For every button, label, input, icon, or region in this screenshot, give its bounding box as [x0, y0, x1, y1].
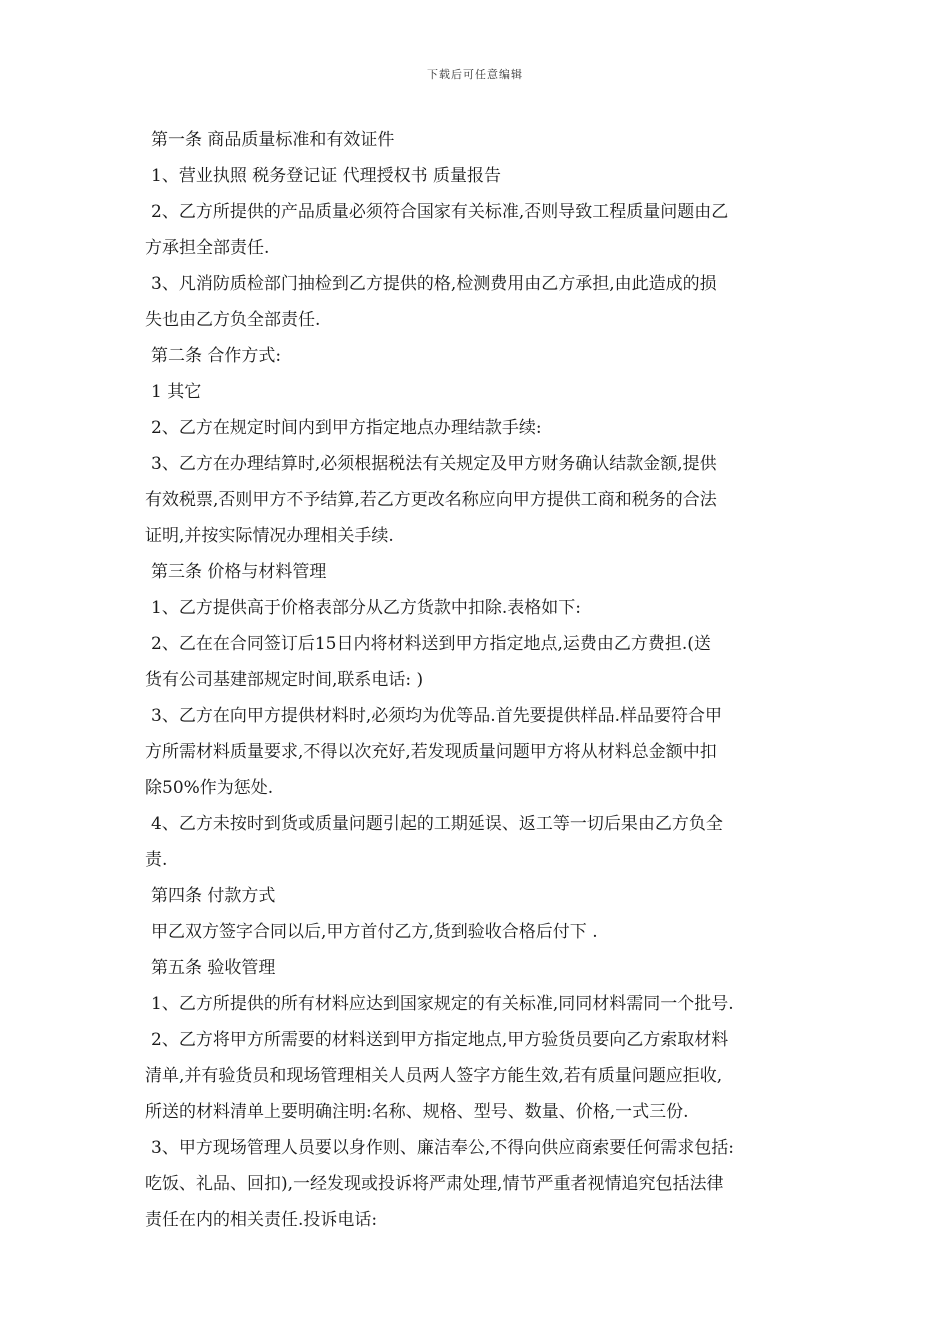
document-line: 1、乙方所提供的所有材料应达到国家规定的有关标准,同同材料需同一个批号. — [151, 994, 734, 1014]
document-line: 失也由乙方负全部责任. — [145, 310, 321, 330]
document-line: 1 其它 — [151, 382, 202, 402]
document-line: 第三条 价格与材料管理 — [151, 562, 327, 582]
document-line: 甲乙双方签字合同以后,甲方首付乙方,货到验收合格后付下 . — [151, 922, 598, 942]
document-line: 第五条 验收管理 — [151, 958, 276, 978]
document-line: 清单,并有验货员和现场管理相关人员两人签字方能生效,若有质量问题应拒收, — [145, 1066, 723, 1086]
document-line: 有效税票,否则甲方不予结算,若乙方更改名称应向甲方提供工商和税务的合法 — [145, 490, 717, 510]
document-body — [145, 122, 817, 1238]
document-line: 3、乙方在向甲方提供材料时,必须均为优等品.首先要提供样品.样品要符合甲 — [151, 706, 723, 726]
document-line: 1、乙方提供高于价格表部分从乙方货款中扣除.表格如下: — [151, 598, 581, 618]
document-line: 2、乙方在规定时间内到甲方指定地点办理结款手续: — [151, 418, 542, 438]
document-line: 3、凡消防质检部门抽检到乙方提供的格,检测费用由乙方承担,由此造成的损 — [151, 274, 717, 294]
document-line: 方承担全部责任. — [145, 238, 270, 258]
document-line: 1、营业执照 税务登记证 代理授权书 质量报告 — [151, 166, 502, 186]
document-line: 除50%作为惩处. — [145, 778, 274, 798]
document-line: 2、乙在在合同签订后15日内将材料送到甲方指定地点,运费由乙方费担.(送 — [151, 634, 711, 654]
document-line: 2、乙方将甲方所需要的材料送到甲方指定地点,甲方验货员要向乙方索取材料 — [151, 1030, 729, 1050]
page-header: 下载后可任意编辑 — [427, 68, 523, 81]
document-line: 第四条 付款方式 — [151, 886, 276, 906]
document-line: 货有公司基建部规定时间,联系电话: ) — [145, 670, 424, 690]
document-line: 第一条 商品质量标准和有效证件 — [151, 130, 395, 150]
document-line: 4、乙方未按时到货或质量问题引起的工期延误、返工等一切后果由乙方负全 — [151, 814, 723, 834]
document-line: 3、甲方现场管理人员要以身作则、廉洁奉公,不得向供应商索要任何需求包括: — [151, 1138, 734, 1158]
document-line: 第二条 合作方式: — [151, 346, 282, 366]
document-line: 2、乙方所提供的产品质量必须符合国家有关标准,否则导致工程质量问题由乙 — [151, 202, 729, 222]
document-line: 吃饭、礼品、回扣),一经发现或投诉将严肃处理,情节严重者视情追究包括法律 — [145, 1174, 724, 1194]
document-line: 方所需材料质量要求,不得以次充好,若发现质量问题甲方将从材料总金额中扣 — [145, 742, 717, 762]
document-line: 3、乙方在办理结算时,必须根据税法有关规定及甲方财务确认结款金额,提供 — [151, 454, 717, 474]
document-line: 责. — [145, 850, 168, 870]
document-line: 所送的材料清单上要明确注明:名称、规格、型号、数量、价格,一式三份. — [145, 1102, 689, 1122]
document-line: 证明,并按实际情况办理相关手续. — [145, 526, 394, 546]
document-line: 责任在内的相关责任.投诉电话: — [145, 1210, 378, 1230]
